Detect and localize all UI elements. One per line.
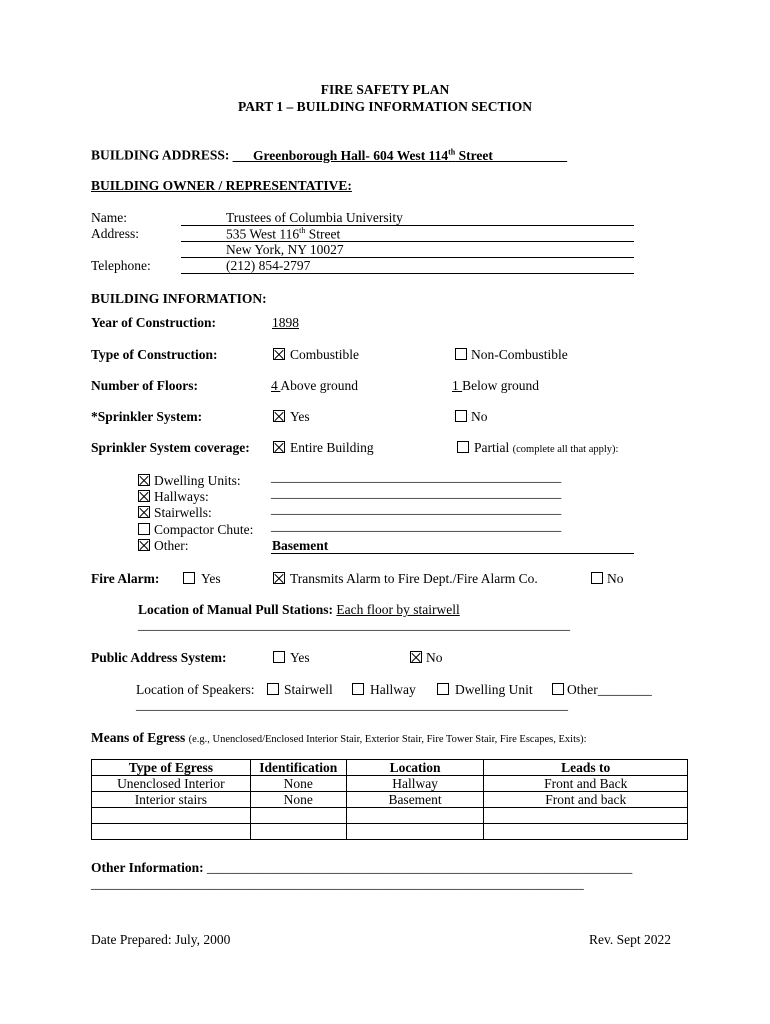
combustible-checkbox[interactable] xyxy=(273,348,285,360)
table-row xyxy=(92,792,688,808)
floors-above-value: 4 xyxy=(271,378,281,393)
building-address-sup: th xyxy=(448,147,456,156)
pa-system-label: Public Address System: xyxy=(91,650,227,665)
other-coverage-value[interactable]: Basement xyxy=(272,538,329,553)
owner-phone-label: Telephone: xyxy=(91,258,151,273)
dwelling-units-checkbox[interactable] xyxy=(138,474,150,486)
table-row xyxy=(92,776,688,792)
egress-cell[interactable] xyxy=(250,808,346,824)
document-subtitle: PART 1 – BUILDING INFORMATION SECTION xyxy=(238,99,532,114)
other-info-row xyxy=(91,860,632,876)
owner-address-line1-text: 535 West 116 xyxy=(226,226,300,242)
other-coverage-line xyxy=(271,553,634,554)
egress-cell[interactable] xyxy=(92,808,251,824)
pull-stations-label: Location of Manual Pull Stations: xyxy=(138,602,334,617)
speakers-other-checkbox[interactable] xyxy=(552,683,564,695)
egress-col-leads-to: Leads to xyxy=(484,760,688,776)
revision-date: Rev. Sept 2022 xyxy=(589,932,671,947)
hallways-checkbox[interactable] xyxy=(138,490,150,502)
hallways-label: Hallways: xyxy=(154,489,209,504)
other-coverage-label: Other: xyxy=(154,538,189,553)
other-coverage-checkbox[interactable] xyxy=(138,539,150,551)
egress-cell[interactable]: None xyxy=(250,776,346,792)
combustible-label: Combustible xyxy=(290,347,360,362)
building-address-tail: Street___________ xyxy=(455,147,568,163)
egress-table xyxy=(91,759,688,840)
egress-cell[interactable] xyxy=(250,824,346,840)
speakers-label: Location of Speakers: xyxy=(136,682,255,697)
pull-stations-line[interactable]: ________________________________________________________________ xyxy=(138,617,570,632)
stairwells-line[interactable]: ___________________________________________ xyxy=(271,501,562,516)
pull-stations-row xyxy=(138,602,460,618)
sprinkler-yes-checkbox[interactable] xyxy=(273,410,285,422)
compactor-chute-checkbox[interactable] xyxy=(138,523,150,535)
pull-stations-value[interactable]: Each floor by stairwell xyxy=(336,602,460,617)
year-value[interactable]: 1898 xyxy=(272,315,299,330)
stairwells-checkbox[interactable] xyxy=(138,506,150,518)
speakers-other-label[interactable]: Other________ xyxy=(567,682,652,697)
floors-above-label: Above ground xyxy=(280,378,359,393)
compactor-chute-line[interactable]: ___________________________________________ xyxy=(271,518,562,533)
egress-cell[interactable]: Basement xyxy=(346,792,484,808)
fire-alarm-yes-checkbox[interactable] xyxy=(183,572,195,584)
dwelling-units-label: Dwelling Units: xyxy=(154,473,241,488)
dwelling-units-line[interactable]: ___________________________________________ xyxy=(271,469,562,484)
fire-alarm-no-label: No xyxy=(607,571,624,586)
egress-cell[interactable]: Interior stairs xyxy=(92,792,251,808)
table-row xyxy=(92,808,688,824)
construction-type-label: Type of Construction: xyxy=(91,347,218,362)
owner-phone-line xyxy=(181,273,634,274)
egress-note: (e.g., Unenclosed/Enclosed Interior Stair, Exterior Stair, Fire Tower Stair, Fire Escapes, Exits): xyxy=(188,734,587,745)
pa-no-checkbox[interactable] xyxy=(410,651,422,663)
date-prepared: Date Prepared: July, 2000 xyxy=(91,932,231,947)
sprinkler-label: *Sprinkler System: xyxy=(91,409,203,424)
building-address-text: ___Greenborough Hall- 604 West 114 xyxy=(232,147,449,163)
pa-no-label: No xyxy=(426,650,443,665)
speakers-stairwell-label: Stairwell xyxy=(284,682,333,697)
coverage-label: Sprinkler System coverage: xyxy=(91,440,250,455)
pa-yes-checkbox[interactable] xyxy=(273,651,285,663)
entire-building-label: Entire Building xyxy=(290,440,374,455)
sprinkler-yes-label: Yes xyxy=(290,409,310,424)
owner-address-label: Address: xyxy=(91,226,139,241)
owner-name-label: Name: xyxy=(91,210,127,225)
speakers-dwelling-label: Dwelling Unit xyxy=(455,682,533,697)
floors-label: Number of Floors: xyxy=(91,378,198,393)
speakers-line[interactable]: ________________________________________________________________ xyxy=(136,697,568,712)
egress-cell[interactable]: Front and Back xyxy=(484,776,688,792)
partial-label xyxy=(474,440,618,456)
fire-alarm-label: Fire Alarm: xyxy=(91,571,160,586)
sprinkler-no-checkbox[interactable] xyxy=(455,410,467,422)
egress-cell[interactable]: None xyxy=(250,792,346,808)
stairwells-label: Stairwells: xyxy=(154,505,212,520)
hallways-line[interactable]: ___________________________________________ xyxy=(271,485,562,500)
pa-yes-label: Yes xyxy=(290,650,310,665)
speakers-dwelling-checkbox[interactable] xyxy=(437,683,449,695)
partial-text: Partial xyxy=(474,440,510,455)
egress-cell[interactable] xyxy=(92,824,251,840)
speakers-hallway-checkbox[interactable] xyxy=(352,683,364,695)
egress-cell[interactable] xyxy=(346,824,484,840)
egress-cell[interactable]: Front and back xyxy=(484,792,688,808)
non-combustible-checkbox[interactable] xyxy=(455,348,467,360)
document-title: FIRE SAFETY PLAN xyxy=(320,82,450,97)
transmits-alarm-label: Transmits Alarm to Fire Dept./Fire Alarm Co. xyxy=(290,571,538,586)
year-label: Year of Construction: xyxy=(91,315,216,330)
other-info-label: Other Information: xyxy=(91,860,204,875)
compactor-chute-label: Compactor Chute: xyxy=(154,522,254,537)
floors-below-label: Below ground xyxy=(462,378,539,393)
egress-table-header xyxy=(92,760,688,776)
owner-address-line2[interactable]: New York, NY 10027 xyxy=(226,242,344,257)
building-address-value[interactable] xyxy=(233,148,567,163)
owner-heading: BUILDING OWNER / REPRESENTATIVE: xyxy=(91,178,352,193)
other-info-line2[interactable]: _________________________________________________________________________ xyxy=(91,876,584,891)
sprinkler-no-label: No xyxy=(471,409,488,424)
owner-address-line1-tail: Street xyxy=(305,226,341,242)
egress-row xyxy=(91,730,587,746)
owner-address-line1-sup: th xyxy=(299,226,306,235)
egress-cell[interactable] xyxy=(346,808,484,824)
owner-name-value[interactable]: Trustees of Columbia University xyxy=(226,210,403,225)
other-info-line1[interactable]: _______________________________________________________________ xyxy=(203,860,633,875)
egress-label: Means of Egress xyxy=(91,730,186,745)
speakers-stairwell-checkbox[interactable] xyxy=(267,683,279,695)
owner-phone-value[interactable]: (212) 854-2797 xyxy=(226,258,311,273)
floors-below[interactable] xyxy=(452,378,539,394)
table-row xyxy=(92,824,688,840)
entire-building-checkbox[interactable] xyxy=(273,441,285,453)
transmits-alarm-checkbox[interactable] xyxy=(273,572,285,584)
egress-cell[interactable] xyxy=(484,824,688,840)
egress-col-location: Location xyxy=(346,760,484,776)
fire-alarm-no-checkbox[interactable] xyxy=(591,572,603,584)
egress-cell[interactable]: Unenclosed Interior xyxy=(92,776,251,792)
egress-cell[interactable]: Hallway xyxy=(346,776,484,792)
egress-col-identification: Identification xyxy=(250,760,346,776)
floors-below-value: 1 xyxy=(452,378,463,393)
non-combustible-label: Non-Combustible xyxy=(471,347,568,362)
building-address-row xyxy=(91,147,567,164)
fire-alarm-yes-label: Yes xyxy=(201,571,221,586)
building-info-heading: BUILDING INFORMATION: xyxy=(91,291,267,306)
egress-col-type: Type of Egress xyxy=(92,760,251,776)
partial-note: (complete all that apply): xyxy=(512,444,619,455)
speakers-hallway-label: Hallway xyxy=(370,682,416,697)
building-address-label: BUILDING ADDRESS: xyxy=(91,147,230,163)
floors-above[interactable] xyxy=(271,378,358,394)
egress-cell[interactable] xyxy=(484,808,688,824)
partial-checkbox[interactable] xyxy=(457,441,469,453)
